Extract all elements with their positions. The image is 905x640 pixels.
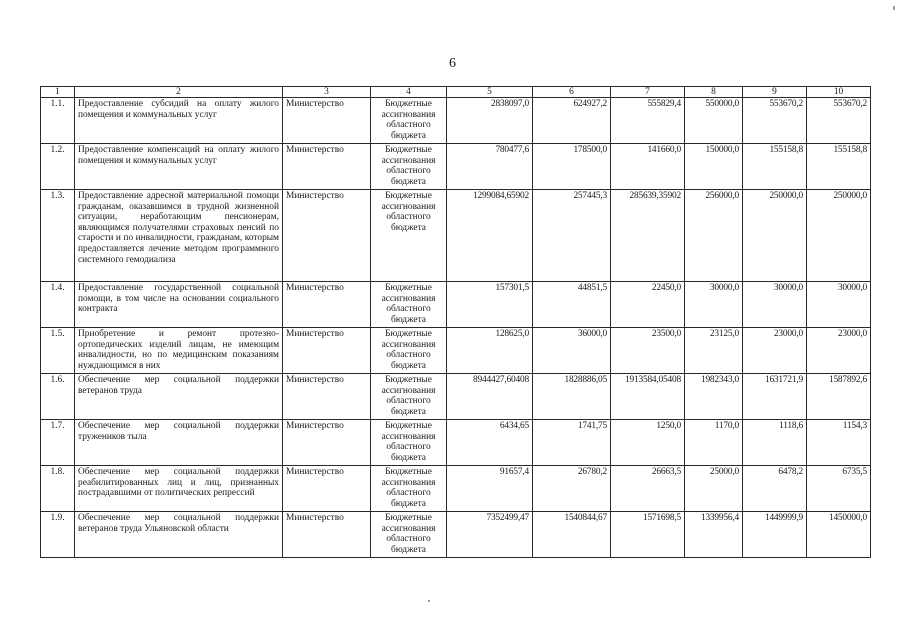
table-row: [41, 420, 871, 466]
amount-cell: 256000,0: [685, 190, 743, 282]
amount-cell: 26663,5: [611, 466, 685, 512]
funding-source: Бюджетные ассигнования областного бюджета: [371, 282, 447, 328]
row-number: 1.3.: [41, 190, 75, 282]
funding-source: Бюджетные ассигнования областного бюджета: [371, 466, 447, 512]
measure-name: Приобретение и ремонт протезно-ортопедических изделий лицам, не имеющим инвалидности, но по медицинским показаниям нуждающимся в них: [75, 328, 283, 374]
executor: Министерство: [283, 328, 371, 374]
amount-cell: 555829,4: [611, 98, 685, 144]
funding-source: Бюджетные ассигнования областного бюджета: [371, 374, 447, 420]
amount-cell: 553670,2: [807, 98, 871, 144]
table-row: [41, 374, 871, 420]
amount-cell: 1170,0: [685, 420, 743, 466]
row-number: 1.9.: [41, 512, 75, 558]
column-header: 6: [533, 87, 611, 98]
executor: Министерство: [283, 512, 371, 558]
amount-cell: 1913584,05408: [611, 374, 685, 420]
executor: Министерство: [283, 420, 371, 466]
amount-cell: 30000,0: [685, 282, 743, 328]
amount-cell: 36000,0: [533, 328, 611, 374]
amount-cell: 1540844,67: [533, 512, 611, 558]
amount-cell: 624927,2: [533, 98, 611, 144]
amount-cell: 1339956,4: [685, 512, 743, 558]
amount-cell: 2838097,0: [447, 98, 533, 144]
measure-name: Предоставление государственной социальной помощи, в том числе на основании социального контракта: [75, 282, 283, 328]
budget-table: [40, 86, 871, 558]
amount-cell: 23500,0: [611, 328, 685, 374]
executor: Министерство: [283, 98, 371, 144]
amount-cell: 141660,0: [611, 144, 685, 190]
amount-cell: 155158,8: [807, 144, 871, 190]
amount-cell: 8944427,60408: [447, 374, 533, 420]
measure-name: Предоставление адресной материальной помощи гражданам, оказавшимся в трудной жизненной ситуации, неработающим пенсионерам, являющимся получателями страховых пенсий по старости и по инвалидности, гражданам, которым предоставляется лечение методом программного системного гемодиализа: [75, 190, 283, 282]
funding-source: Бюджетные ассигнования областного бюджета: [371, 420, 447, 466]
funding-source: Бюджетные ассигнования областного бюджета: [371, 144, 447, 190]
amount-cell: 7352499,47: [447, 512, 533, 558]
amount-cell: 250000,0: [807, 190, 871, 282]
amount-cell: 1982343,0: [685, 374, 743, 420]
executor: Министерство: [283, 144, 371, 190]
table-row: [41, 144, 871, 190]
row-number: 1.6.: [41, 374, 75, 420]
amount-cell: 6434,65: [447, 420, 533, 466]
amount-cell: 26780,2: [533, 466, 611, 512]
amount-cell: 91657,4: [447, 466, 533, 512]
executor: Министерство: [283, 282, 371, 328]
executor: Министерство: [283, 190, 371, 282]
amount-cell: 157301,5: [447, 282, 533, 328]
executor: Министерство: [283, 466, 371, 512]
table-row: [41, 282, 871, 328]
amount-cell: 1450000,0: [807, 512, 871, 558]
column-header: 9: [743, 87, 807, 98]
measure-name: Предоставление субсидий на оплату жилого помещения и коммунальных услуг: [75, 98, 283, 144]
table-body: [41, 98, 871, 558]
measure-name: Обеспечение мер социальной поддержки ветеранов труда Ульяновской области: [75, 512, 283, 558]
column-header: 4: [371, 87, 447, 98]
amount-cell: 780477,6: [447, 144, 533, 190]
scan-mark-bottom: [428, 600, 430, 602]
amount-cell: 44851,5: [533, 282, 611, 328]
amount-cell: 1118,6: [743, 420, 807, 466]
row-number: 1.2.: [41, 144, 75, 190]
amount-cell: 1250,0: [611, 420, 685, 466]
amount-cell: 553670,2: [743, 98, 807, 144]
column-header: 8: [685, 87, 743, 98]
table-row: [41, 512, 871, 558]
amount-cell: 1741,75: [533, 420, 611, 466]
amount-cell: 155158,8: [743, 144, 807, 190]
scan-mark-right: [893, 6, 895, 10]
column-header: 5: [447, 87, 533, 98]
row-number: 1.7.: [41, 420, 75, 466]
column-header: 3: [283, 87, 371, 98]
table-row: [41, 328, 871, 374]
table-row: [41, 98, 871, 144]
amount-cell: 30000,0: [807, 282, 871, 328]
column-header: 10: [807, 87, 871, 98]
measure-name: Обеспечение мер социальной поддержки реабилитированных лиц и лиц, признанных пострадавшими от политических репрессий: [75, 466, 283, 512]
funding-source: Бюджетные ассигнования областного бюджета: [371, 512, 447, 558]
amount-cell: 1631721,9: [743, 374, 807, 420]
row-number: 1.1.: [41, 98, 75, 144]
funding-source: Бюджетные ассигнования областного бюджета: [371, 98, 447, 144]
amount-cell: 23000,0: [807, 328, 871, 374]
amount-cell: 257445,3: [533, 190, 611, 282]
amount-cell: 22450,0: [611, 282, 685, 328]
measure-name: Обеспечение мер социальной поддержки ветеранов труда: [75, 374, 283, 420]
amount-cell: 150000,0: [685, 144, 743, 190]
table-row: [41, 190, 871, 282]
row-number: 1.4.: [41, 282, 75, 328]
table-row: [41, 466, 871, 512]
header-row: [41, 87, 871, 98]
amount-cell: 25000,0: [685, 466, 743, 512]
amount-cell: 1587892,6: [807, 374, 871, 420]
amount-cell: 30000,0: [743, 282, 807, 328]
amount-cell: 6735,5: [807, 466, 871, 512]
executor: Министерство: [283, 374, 371, 420]
measure-name: Обеспечение мер социальной поддержки тружеников тыла: [75, 420, 283, 466]
amount-cell: 128625,0: [447, 328, 533, 374]
amount-cell: 1449999,9: [743, 512, 807, 558]
column-header: 2: [75, 87, 283, 98]
amount-cell: 23125,0: [685, 328, 743, 374]
amount-cell: 1571698,5: [611, 512, 685, 558]
amount-cell: 23000,0: [743, 328, 807, 374]
column-header: 7: [611, 87, 685, 98]
column-header: 1: [41, 87, 75, 98]
page-number: 6: [449, 56, 456, 71]
amount-cell: 1154,3: [807, 420, 871, 466]
amount-cell: 285639,35902: [611, 190, 685, 282]
amount-cell: 550000,0: [685, 98, 743, 144]
funding-source: Бюджетные ассигнования областного бюджета: [371, 190, 447, 282]
amount-cell: 178500,0: [533, 144, 611, 190]
amount-cell: 250000,0: [743, 190, 807, 282]
funding-source: Бюджетные ассигнования областного бюджета: [371, 328, 447, 374]
row-number: 1.5.: [41, 328, 75, 374]
measure-name: Предоставление компенсаций на оплату жилого помещения и коммунальных услуг: [75, 144, 283, 190]
amount-cell: 1299084,65902: [447, 190, 533, 282]
amount-cell: 1828886,05: [533, 374, 611, 420]
amount-cell: 6478,2: [743, 466, 807, 512]
row-number: 1.8.: [41, 466, 75, 512]
